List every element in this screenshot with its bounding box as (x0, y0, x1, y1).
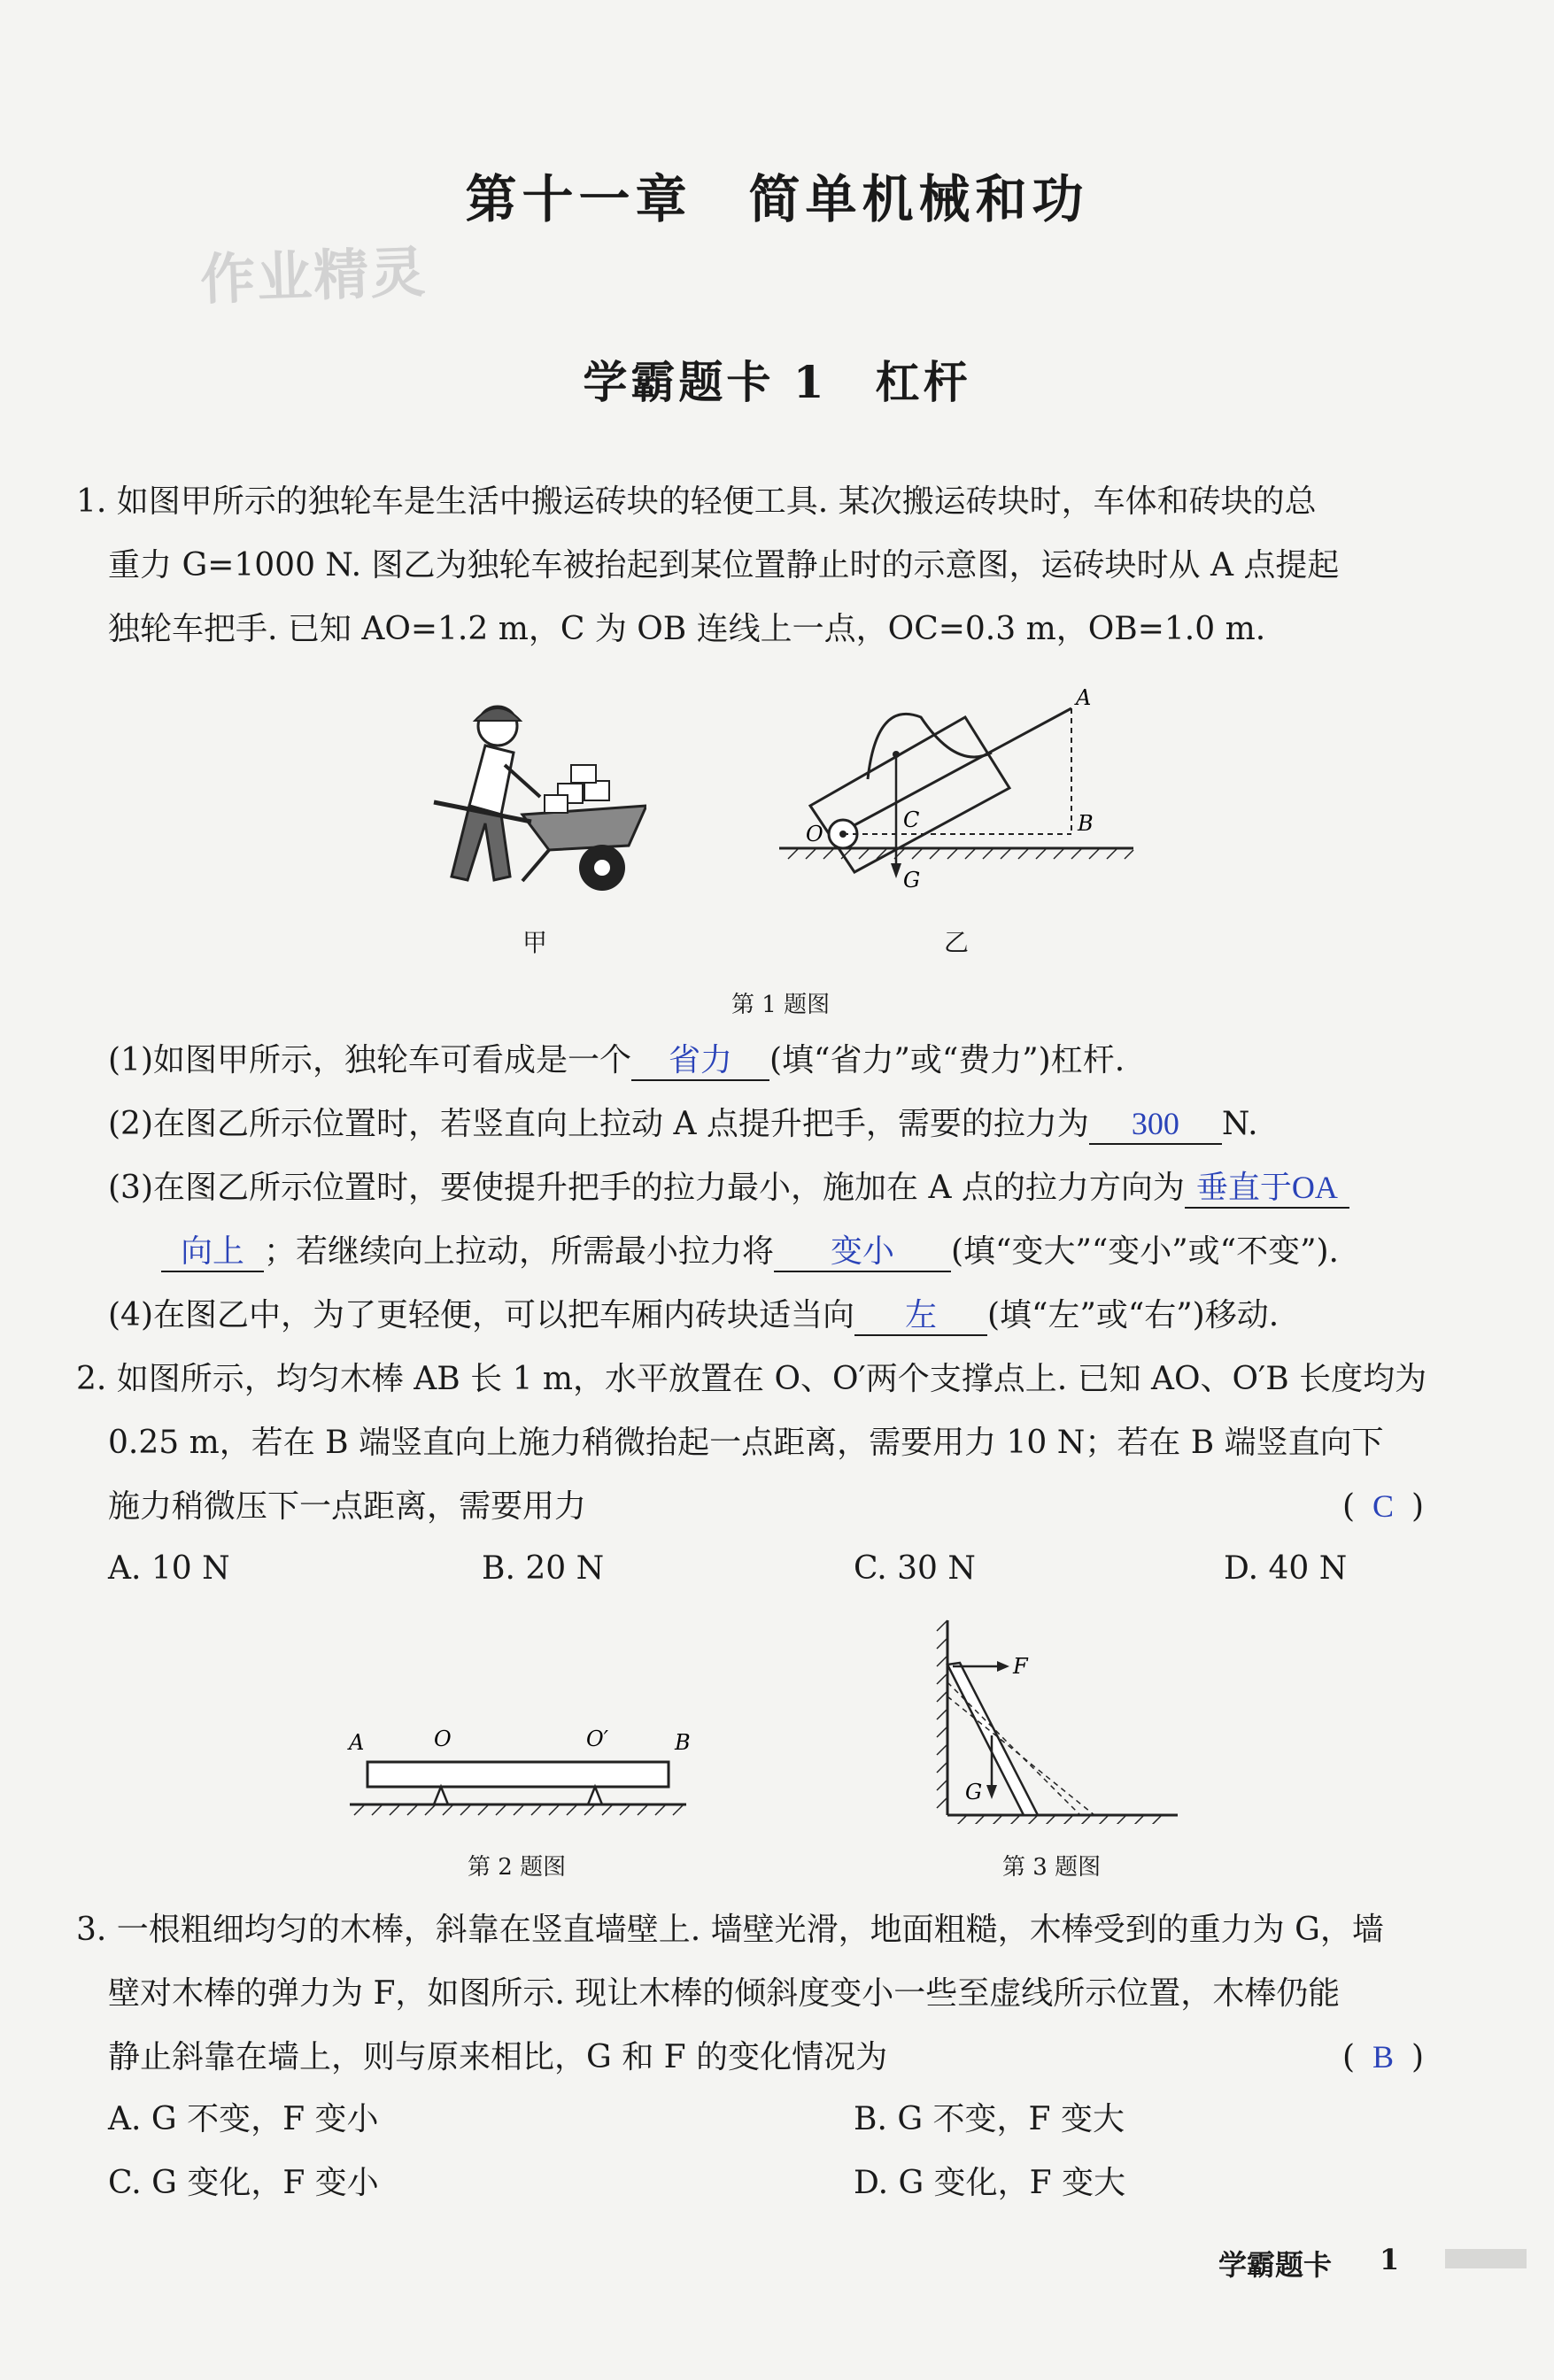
q3-line-2: 壁对木棒的弹力为 F，如图所示. 现让木棒的倾斜度变小一些至虚线所示位置，木棒仍能 (108, 1975, 1341, 2012)
q2-option-a: A. 10 N (108, 1550, 230, 1587)
q1-sub2-answer: 300 (1131, 1106, 1179, 1141)
q1-line-2: 重力 G=1000 N. 图乙为独轮车被抬起到某位置静止时的示意图，运砖块时从 A 点提起 (108, 547, 1340, 583)
q3-line-1: 3. 一根粗细均匀的木棒，斜靠在竖直墙壁上. 墙壁光滑，地面粗糙，木棒受到的重力为 G，墙 (76, 1912, 1384, 1948)
q2-point-label-a: A (349, 1730, 365, 1755)
q1-sub1-suffix: (填“省力”或“费力”)杠杆. (769, 1042, 1125, 1078)
q1-sub4-answer: 左 (904, 1297, 937, 1333)
q1-line-3: 独轮车把手. 已知 AO=1.2 m，C 为 OB 连线上一点，OC=0.3 m，OB=1.0 m. (108, 611, 1266, 647)
q1-sub4 (108, 1296, 1279, 1336)
q3-option-b: B. G 不变，F 变大 (854, 2101, 1125, 2137)
q3-figure-caption: 第 3 题图 (1002, 1854, 1102, 1881)
q3-paren-close: ) (1411, 2039, 1425, 2075)
section-title: 学霸题卡 1 杠杆 (583, 356, 971, 408)
q1-sub2-text: (2)在图乙所示位置时，若竖直向上拉动 A 点提升把手，需要的拉力为 (108, 1106, 1089, 1142)
q1-figure-caption: 第 1 题图 (731, 992, 831, 1018)
q2-point-label-o-prime: O′ (586, 1727, 609, 1751)
q2-point-label-o: O (434, 1727, 452, 1751)
point-label-o: O (806, 822, 823, 846)
q1-sub3-text: (3)在图乙所示位置时，要使提升把手的拉力最小，施加在 A 点的拉力方向为 (108, 1170, 1185, 1206)
q1-sub1-text: (1)如图甲所示，独轮车可看成是一个 (108, 1042, 631, 1078)
q2-line-1: 2. 如图所示，均匀木棒 AB 长 1 m，水平放置在 O、O′两个支撑点上. 已知 AO、O′B 长度均为 (76, 1361, 1427, 1397)
q2-answer-bracket (1342, 1488, 1424, 1526)
q2-paren-close: ) (1411, 1488, 1425, 1525)
point-label-g: G (903, 868, 921, 892)
point-label-a: A (1076, 685, 1092, 710)
q3-answer: B (1372, 2039, 1395, 2075)
point-label-b: B (1078, 811, 1094, 836)
q2-figure-caption: 第 2 题图 (468, 1854, 567, 1881)
q1-sub3-mid: ；若继续向上拉动，所需最小拉力将 (264, 1233, 775, 1270)
point-label-c: C (903, 808, 920, 832)
q1-line-1: 1. 如图甲所示的独轮车是生活中搬运砖块的轻便工具. 某次搬运砖块时，车体和砖块的总 (76, 483, 1317, 520)
q3-point-label-f: F (1013, 1654, 1028, 1679)
page-number: 1 (1380, 2243, 1400, 2276)
q1-sub2-suffix: N. (1221, 1106, 1258, 1142)
q1-sub4-text: (4)在图乙中，为了更轻便，可以把车厢内砖块适当向 (108, 1297, 854, 1333)
q1-figure-label-b: 乙 (944, 928, 970, 957)
q3-option-a: A. G 不变，F 变小 (108, 2101, 379, 2137)
q2-option-d: D. 40 N (1224, 1550, 1348, 1587)
q2-point-label-b: B (675, 1730, 691, 1755)
q2-line-2: 0.25 m，若在 B 端竖直向上施力稍微抬起一点距离，需要用力 10 N；若在 B 端竖直向下 (108, 1425, 1384, 1461)
q1-sub2 (108, 1105, 1258, 1145)
q1-figure-wheelbarrow (416, 691, 646, 903)
q2-option-c: C. 30 N (854, 1550, 976, 1587)
footer-title: 学霸题卡 (1218, 2248, 1333, 2282)
q2-figure-beam (345, 1718, 700, 1842)
q1-figure-label-a: 甲 (522, 928, 548, 957)
q3-answer-bracket (1342, 2038, 1424, 2076)
q1-sub3-suffix: (填“变大”“变小”或“不变”). (951, 1233, 1339, 1270)
q1-sub3-answer-b: 向上 (180, 1233, 244, 1269)
q3-point-label-g: G (965, 1780, 983, 1804)
q2-answer: C (1372, 1488, 1395, 1524)
chapter-title: 第十一章 简单机械和功 (465, 169, 1089, 229)
q1-sub4-suffix: (填“左”或“右”)移动. (987, 1297, 1280, 1333)
q1-figure-lever-diagram (770, 682, 1142, 903)
watermark: 作业精灵 (198, 239, 429, 313)
q3-figure-rod-wall (921, 1603, 1187, 1824)
q1-sub3-answer-c: 变小 (831, 1233, 895, 1269)
q2-line-3: 施力稍微压下一点距离，需要用力 (108, 1488, 587, 1525)
q2-paren-open: ( (1342, 1488, 1356, 1525)
q1-sub3-line-1 (108, 1169, 1349, 1209)
q3-line-3: 静止斜靠在墙上，则与原来相比，G 和 F 的变化情况为 (108, 2039, 888, 2075)
q1-sub1 (108, 1041, 1125, 1081)
q1-sub3-answer-a: 垂直于OA (1195, 1170, 1338, 1205)
q1-sub3-line-2 (161, 1232, 1339, 1272)
q1-sub1-answer: 省力 (668, 1042, 732, 1078)
q3-paren-open: ( (1342, 2039, 1356, 2075)
q3-option-d: D. G 变化，F 变大 (854, 2165, 1126, 2201)
q3-option-c: C. G 变化，F 变小 (108, 2165, 379, 2201)
q2-option-b: B. 20 N (482, 1550, 605, 1587)
footer-decoration (1445, 2249, 1527, 2268)
